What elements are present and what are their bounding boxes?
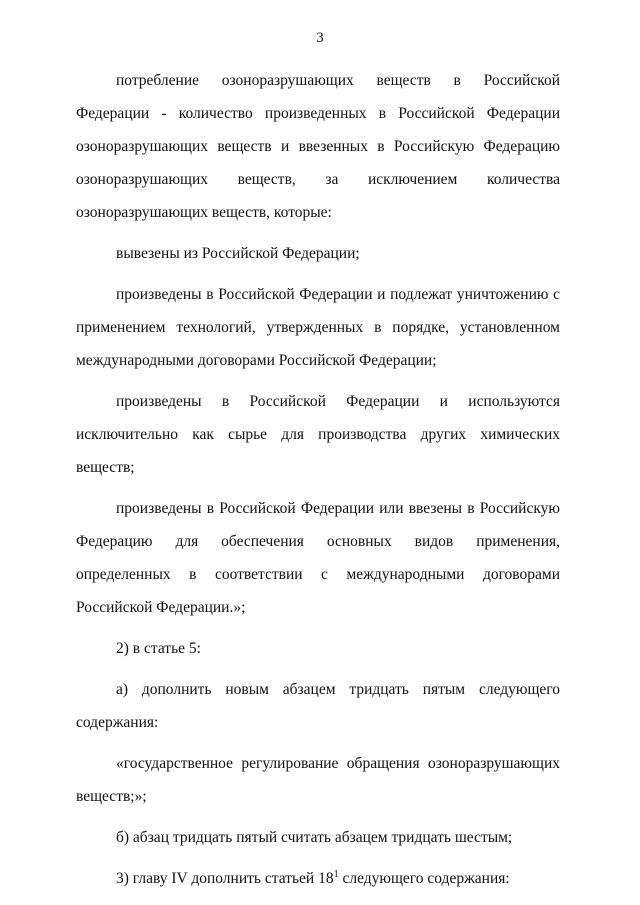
paragraph-article-5: 2) в статье 5: (116, 640, 201, 657)
paragraph-definition: потребление озоноразрушающих веществ в Российской Федерации - количество произведенных в Российской Федерации озоноразрушающих веществ и ввезенных в Российскую Федерацию озоноразрушающих веществ, за исключением количества озоноразрушающих веществ, которые: (76, 72, 560, 221)
paragraph-chapter-iv (76, 862, 560, 895)
article-superscript: 1 (333, 868, 339, 880)
chapter-iv-text: 3) главу IV дополнить статьей 18 (116, 870, 334, 887)
paragraph-add-35: а) дополнить новым абзацем тридцать пятым следующего содержания: (76, 681, 560, 731)
paragraph-regulation-quote: «государственное регулирование обращения озоноразрушающих веществ;»; (76, 755, 560, 805)
paragraph-renumber: б) абзац тридцать пятый считать абзацем тридцать шестым; (116, 829, 513, 846)
chapter-iv-text-end: следующего содержания: (338, 870, 510, 887)
paragraph-feedstock: произведены в Российской Федерации и используются исключительно как сырье для производства других химических веществ; (76, 393, 560, 476)
paragraph-exported: вывезены из Российской Федерации; (116, 245, 360, 262)
paragraph-essential-uses: произведены в Российской Федерации или ввезены в Российскую Федерацию для обеспечения основных видов применения, определенных в соответствии с международными договорами Российской Федерации.»; (76, 500, 560, 616)
document-body (76, 64, 560, 895)
page-number: 3 (316, 30, 324, 46)
paragraph-destroyed: произведены в Российской Федерации и подлежат уничтожению с применением технологий, утвержденных в порядке, установленном международными договорами Российской Федерации; (76, 286, 560, 369)
